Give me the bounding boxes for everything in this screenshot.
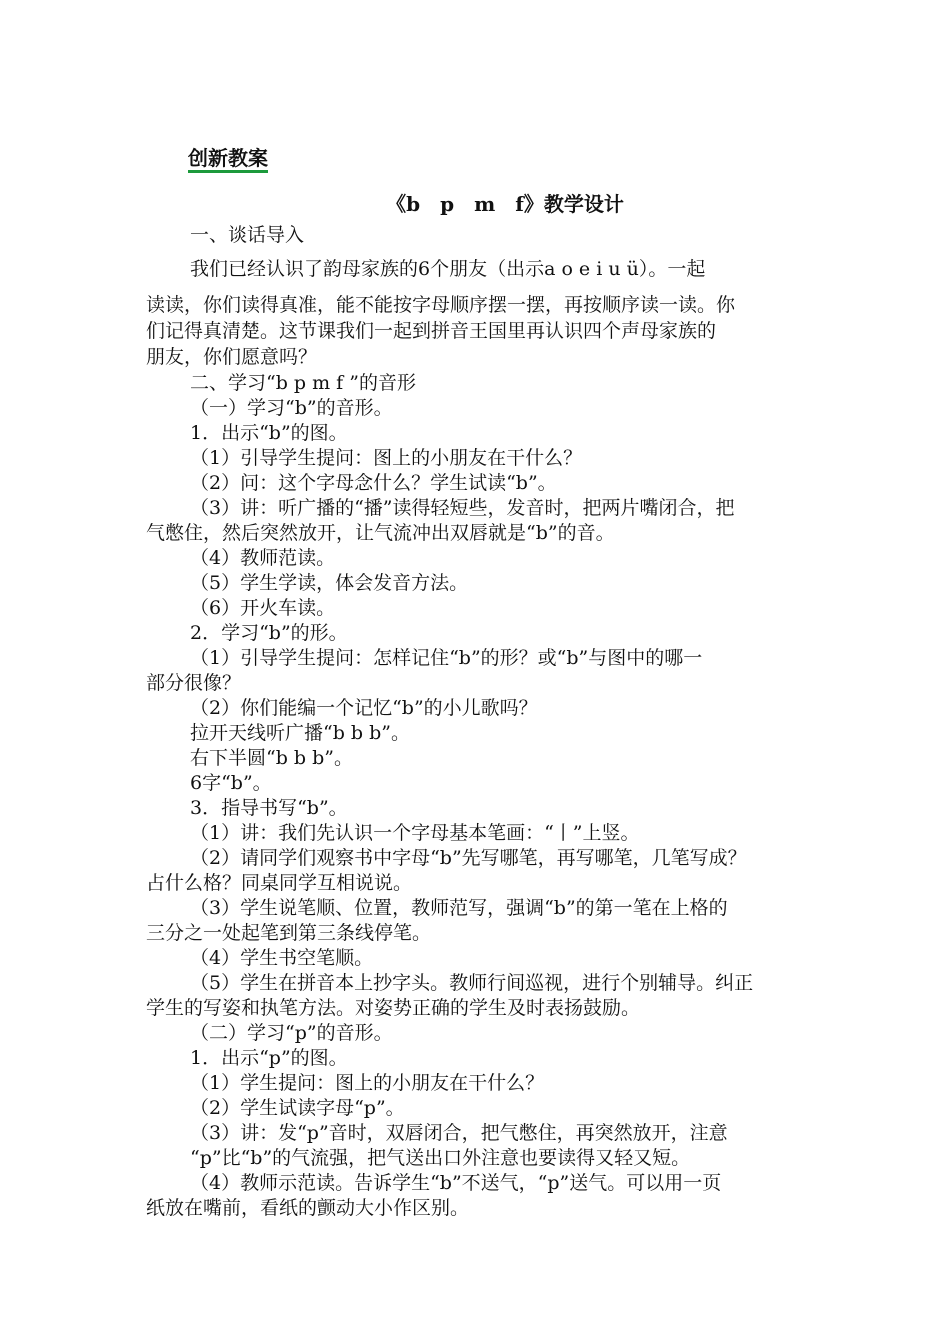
lesson-title: 《b p m f》教学设计 <box>386 192 624 216</box>
text-line: （6）开火车读。 <box>190 597 336 619</box>
text-line: 三分之一处起笔到第三条线停笔。 <box>146 922 432 944</box>
text-line: 1．出示“b”的图。 <box>190 422 348 444</box>
text-line: （2）请同学们观察书中字母“b”先写哪笔，再写哪笔，几笔写成？ <box>190 847 747 869</box>
text-line: 拉开天线听广播“b b b”。 <box>190 722 410 744</box>
text-line: 占什么格？同桌同学互相说说。 <box>146 872 413 894</box>
text-line: （1）引导学生提问：图上的小朋友在干什么？ <box>190 447 583 469</box>
text-line: 纸放在嘴前，看纸的颤动大小作区别。 <box>146 1197 470 1219</box>
text-line: 们记得真清楚。这节课我们一起到拼音王国里再认识四个声母家族的 <box>146 320 717 342</box>
text-line: （2）学生试读字母“p”。 <box>190 1097 405 1119</box>
text-line: 气憋住，然后突然放开，让气流冲出双唇就是“b”的音。 <box>146 522 615 544</box>
text-line: （2）你们能编一个记忆“b”的小儿歌吗？ <box>190 697 538 719</box>
text-line: （2）问：这个字母念什么？学生试读“b”。 <box>190 472 557 494</box>
text-line: 2．学习“b”的形。 <box>190 622 348 644</box>
text-line: 朋友，你们愿意吗？ <box>146 346 318 368</box>
text-line: （5）学生学读，体会发音方法。 <box>190 572 469 594</box>
text-line: 1．出示“p”的图。 <box>190 1047 348 1069</box>
text-line: 3．指导书写“b”。 <box>190 797 348 819</box>
text-line: 二、学习“b p m f ”的音形 <box>190 372 416 394</box>
text-line: （1）引导学生提问：怎样记住“b”的形？或“b”与图中的哪一 <box>190 647 703 669</box>
text-line: （3）讲：发“p”音时，双唇闭合，把气憋住，再突然放开，注意 <box>190 1122 728 1144</box>
text-line: 右下半圆“b b b”。 <box>190 747 353 769</box>
text-line: （1）讲：我们先认识一个字母基本笔画：“丨”上竖。 <box>190 822 640 844</box>
text-line: 6字“b”。 <box>190 772 272 794</box>
text-line: 读读，你们读得真准，能不能按字母顺序摆一摆，再按顺序读一读。你 <box>146 294 736 316</box>
text-line: 我们已经认识了韵母家族的6个朋友（出示a o e i u ü）。一起 <box>190 258 706 280</box>
text-line: （1）学生提问：图上的小朋友在干什么？ <box>190 1072 545 1094</box>
text-line: （一）学习“b”的音形。 <box>190 397 393 419</box>
text-line: （5）学生在拼音本上抄字头。教师行间巡视，进行个别辅导。纠正 <box>190 972 754 994</box>
text-line: （4）教师范读。 <box>190 547 336 569</box>
text-line: （3）讲：听广播的“播”读得轻短些，发音时，把两片嘴闭合，把 <box>190 497 735 519</box>
text-line: “p”比“b”的气流强，把气送出口外注意也要读得又轻又短。 <box>190 1147 691 1169</box>
text-line: （二）学习“p”的音形。 <box>190 1022 393 1044</box>
section-heading: 创新教案 <box>188 146 268 173</box>
text-line: 学生的写姿和执笔方法。对姿势正确的学生及时表扬鼓励。 <box>146 997 641 1019</box>
text-line: 一、谈话导入 <box>190 224 305 246</box>
text-line: （4）教师示范读。告诉学生“b”不送气，“p”送气。可以用一页 <box>190 1172 722 1194</box>
text-line: （4）学生书空笔顺。 <box>190 947 374 969</box>
text-line: （3）学生说笔顺、位置，教师范写，强调“b”的第一笔在上格的 <box>190 897 728 919</box>
text-line: 部分很像？ <box>146 672 242 694</box>
